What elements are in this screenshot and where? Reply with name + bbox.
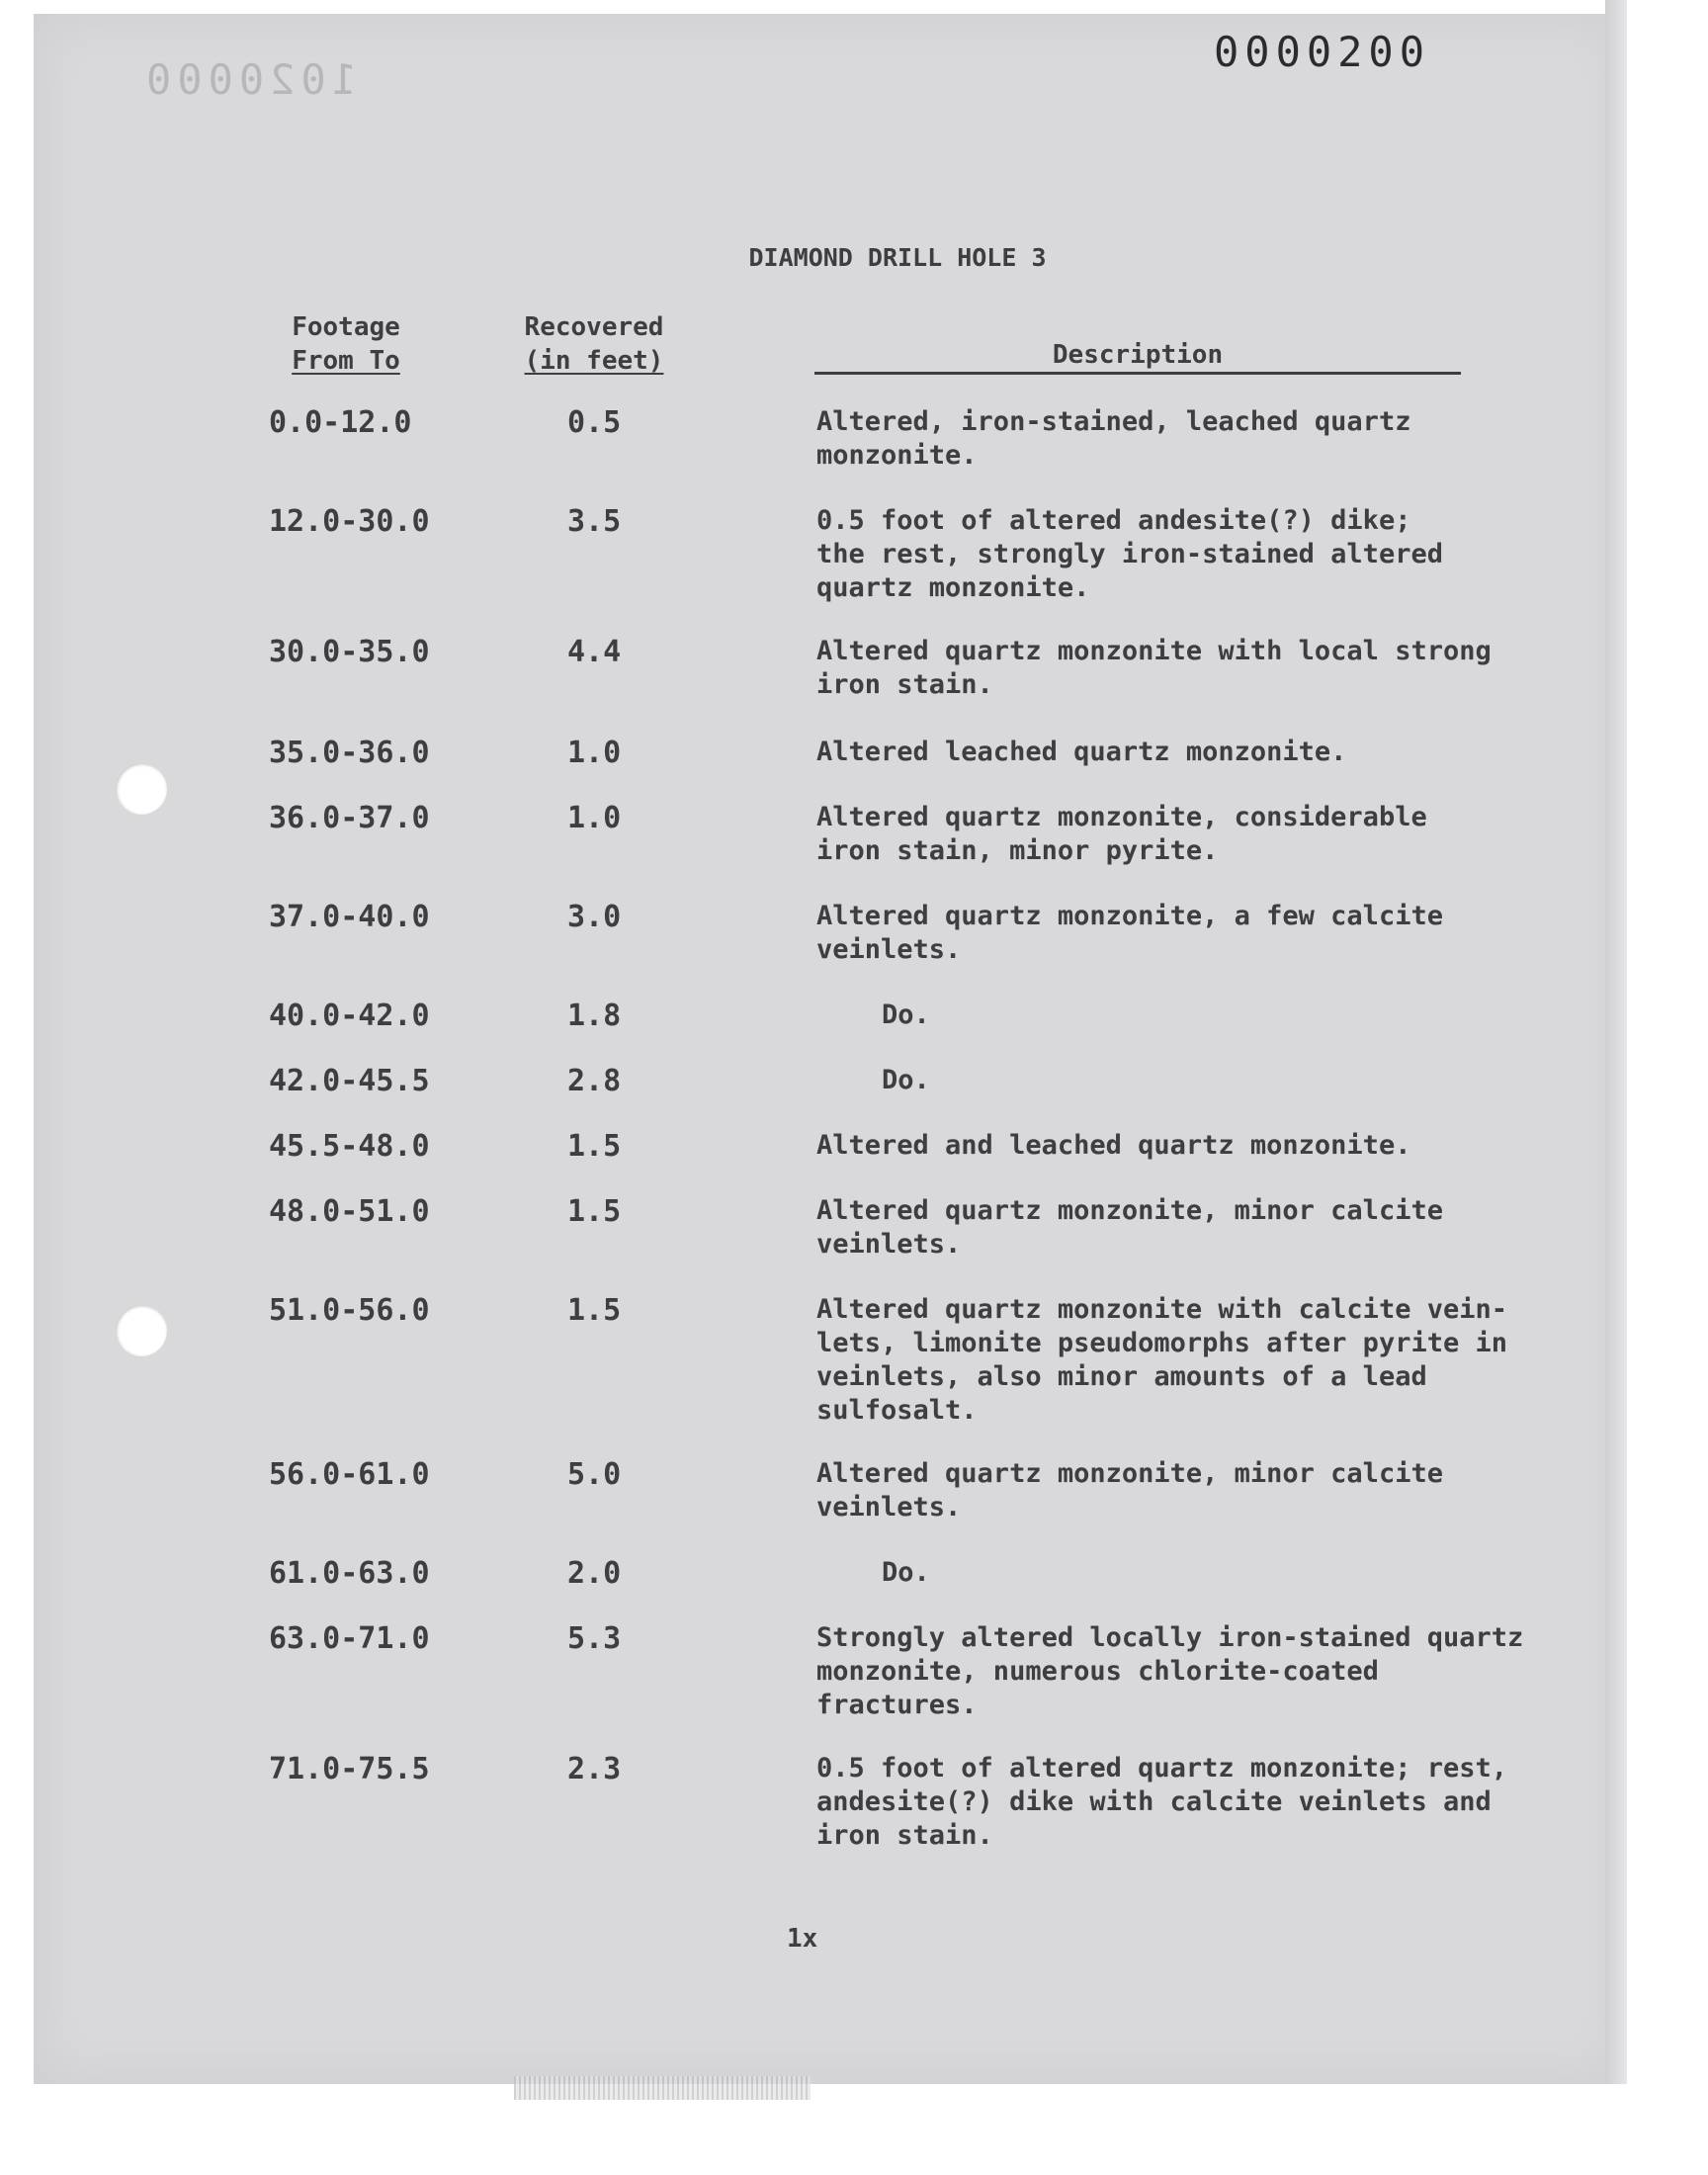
footage-cell: 30.0-35.0 bbox=[269, 635, 430, 669]
footage-cell: 63.0-71.0 bbox=[269, 1621, 430, 1656]
footage-cell: 45.5-48.0 bbox=[269, 1129, 430, 1164]
description-cell: Altered, iron-stained, leached quartz monzonite. bbox=[816, 406, 1411, 471]
page-number: 1x bbox=[787, 1924, 818, 1954]
recovered-cell: 2.0 bbox=[567, 1556, 622, 1591]
footage-cell: 56.0-61.0 bbox=[269, 1457, 430, 1492]
ghost-stamp-number: 1020000 bbox=[140, 55, 358, 104]
recovered-cell: 5.0 bbox=[567, 1457, 622, 1492]
page-edge bbox=[1605, 0, 1627, 2084]
footage-cell: 51.0-56.0 bbox=[269, 1293, 430, 1328]
footage-cell: 37.0-40.0 bbox=[269, 900, 430, 934]
recovered-cell: 5.3 bbox=[567, 1621, 622, 1656]
recovered-cell: 3.0 bbox=[567, 900, 622, 934]
footage-header bbox=[267, 310, 425, 378]
recovered-cell: 4.4 bbox=[567, 635, 622, 669]
recovered-cell: 3.5 bbox=[567, 504, 622, 539]
footage-cell: 40.0-42.0 bbox=[269, 999, 430, 1033]
description-cell: Altered quartz monzonite with local strong iron stain. bbox=[816, 636, 1492, 700]
footage-cell: 61.0-63.0 bbox=[269, 1556, 430, 1591]
footage-cell: 48.0-51.0 bbox=[269, 1194, 430, 1229]
recovered-cell: 1.8 bbox=[567, 999, 622, 1033]
recovered-cell: 1.5 bbox=[567, 1194, 622, 1229]
recovered-cell: 1.5 bbox=[567, 1129, 622, 1164]
description-cell: Altered quartz monzonite, a few calcite veinlets. bbox=[816, 901, 1443, 965]
description-cell: Do. bbox=[882, 1557, 930, 1588]
document-title: DIAMOND DRILL HOLE 3 bbox=[748, 243, 1047, 272]
description-cell: Altered quartz monzonite, minor calcite veinlets. bbox=[816, 1195, 1443, 1260]
recovered-header-line1: Recovered bbox=[524, 312, 664, 342]
description-header: Description bbox=[814, 340, 1461, 375]
footage-cell: 0.0-12.0 bbox=[269, 405, 412, 440]
footage-cell: 42.0-45.5 bbox=[269, 1064, 430, 1098]
recovered-cell: 1.5 bbox=[567, 1293, 622, 1328]
footage-cell: 35.0-36.0 bbox=[269, 736, 430, 770]
punch-hole-bottom bbox=[116, 1305, 167, 1356]
description-cell: 0.5 foot of altered quartz monzonite; rest, andesite(?) dike with calcite veinlets and iron stain. bbox=[816, 1753, 1507, 1851]
footage-cell: 71.0-75.5 bbox=[269, 1752, 430, 1786]
description-cell: Altered quartz monzonite, considerable iron stain, minor pyrite. bbox=[816, 802, 1427, 866]
recovered-cell: 1.0 bbox=[567, 736, 622, 770]
description-cell: 0.5 foot of altered andesite(?) dike; the rest, strongly iron-stained altered quartz monzonite. bbox=[816, 505, 1443, 603]
description-cell: Altered leached quartz monzonite. bbox=[816, 737, 1347, 767]
scan-artifact bbox=[514, 2076, 811, 2100]
recovered-cell: 2.3 bbox=[567, 1752, 622, 1786]
recovered-header-line2: (in feet) bbox=[524, 346, 664, 376]
punch-hole-top bbox=[116, 763, 167, 815]
footage-cell: 36.0-37.0 bbox=[269, 801, 430, 835]
recovered-cell: 0.5 bbox=[567, 405, 622, 440]
description-cell: Do. bbox=[882, 1065, 930, 1095]
stamp-number: 0000200 bbox=[1214, 28, 1431, 76]
description-cell: Do. bbox=[882, 1000, 930, 1030]
footage-cell: 12.0-30.0 bbox=[269, 504, 430, 539]
description-cell: Altered quartz monzonite with calcite vein- lets, limonite pseudomorphs after pyrite in veinlets, also minor amounts of a lead sulfosalt. bbox=[816, 1294, 1507, 1426]
recovered-cell: 2.8 bbox=[567, 1064, 622, 1098]
description-cell: Altered quartz monzonite, minor calcite veinlets. bbox=[816, 1458, 1443, 1522]
footage-header-line2: From To bbox=[292, 346, 400, 376]
recovered-header bbox=[506, 310, 682, 378]
recovered-cell: 1.0 bbox=[567, 801, 622, 835]
footage-header-line1: Footage bbox=[292, 312, 400, 342]
description-cell: Altered and leached quartz monzonite. bbox=[816, 1130, 1411, 1161]
description-cell: Strongly altered locally iron-stained quartz monzonite, numerous chlorite-coated fractures. bbox=[816, 1622, 1524, 1720]
